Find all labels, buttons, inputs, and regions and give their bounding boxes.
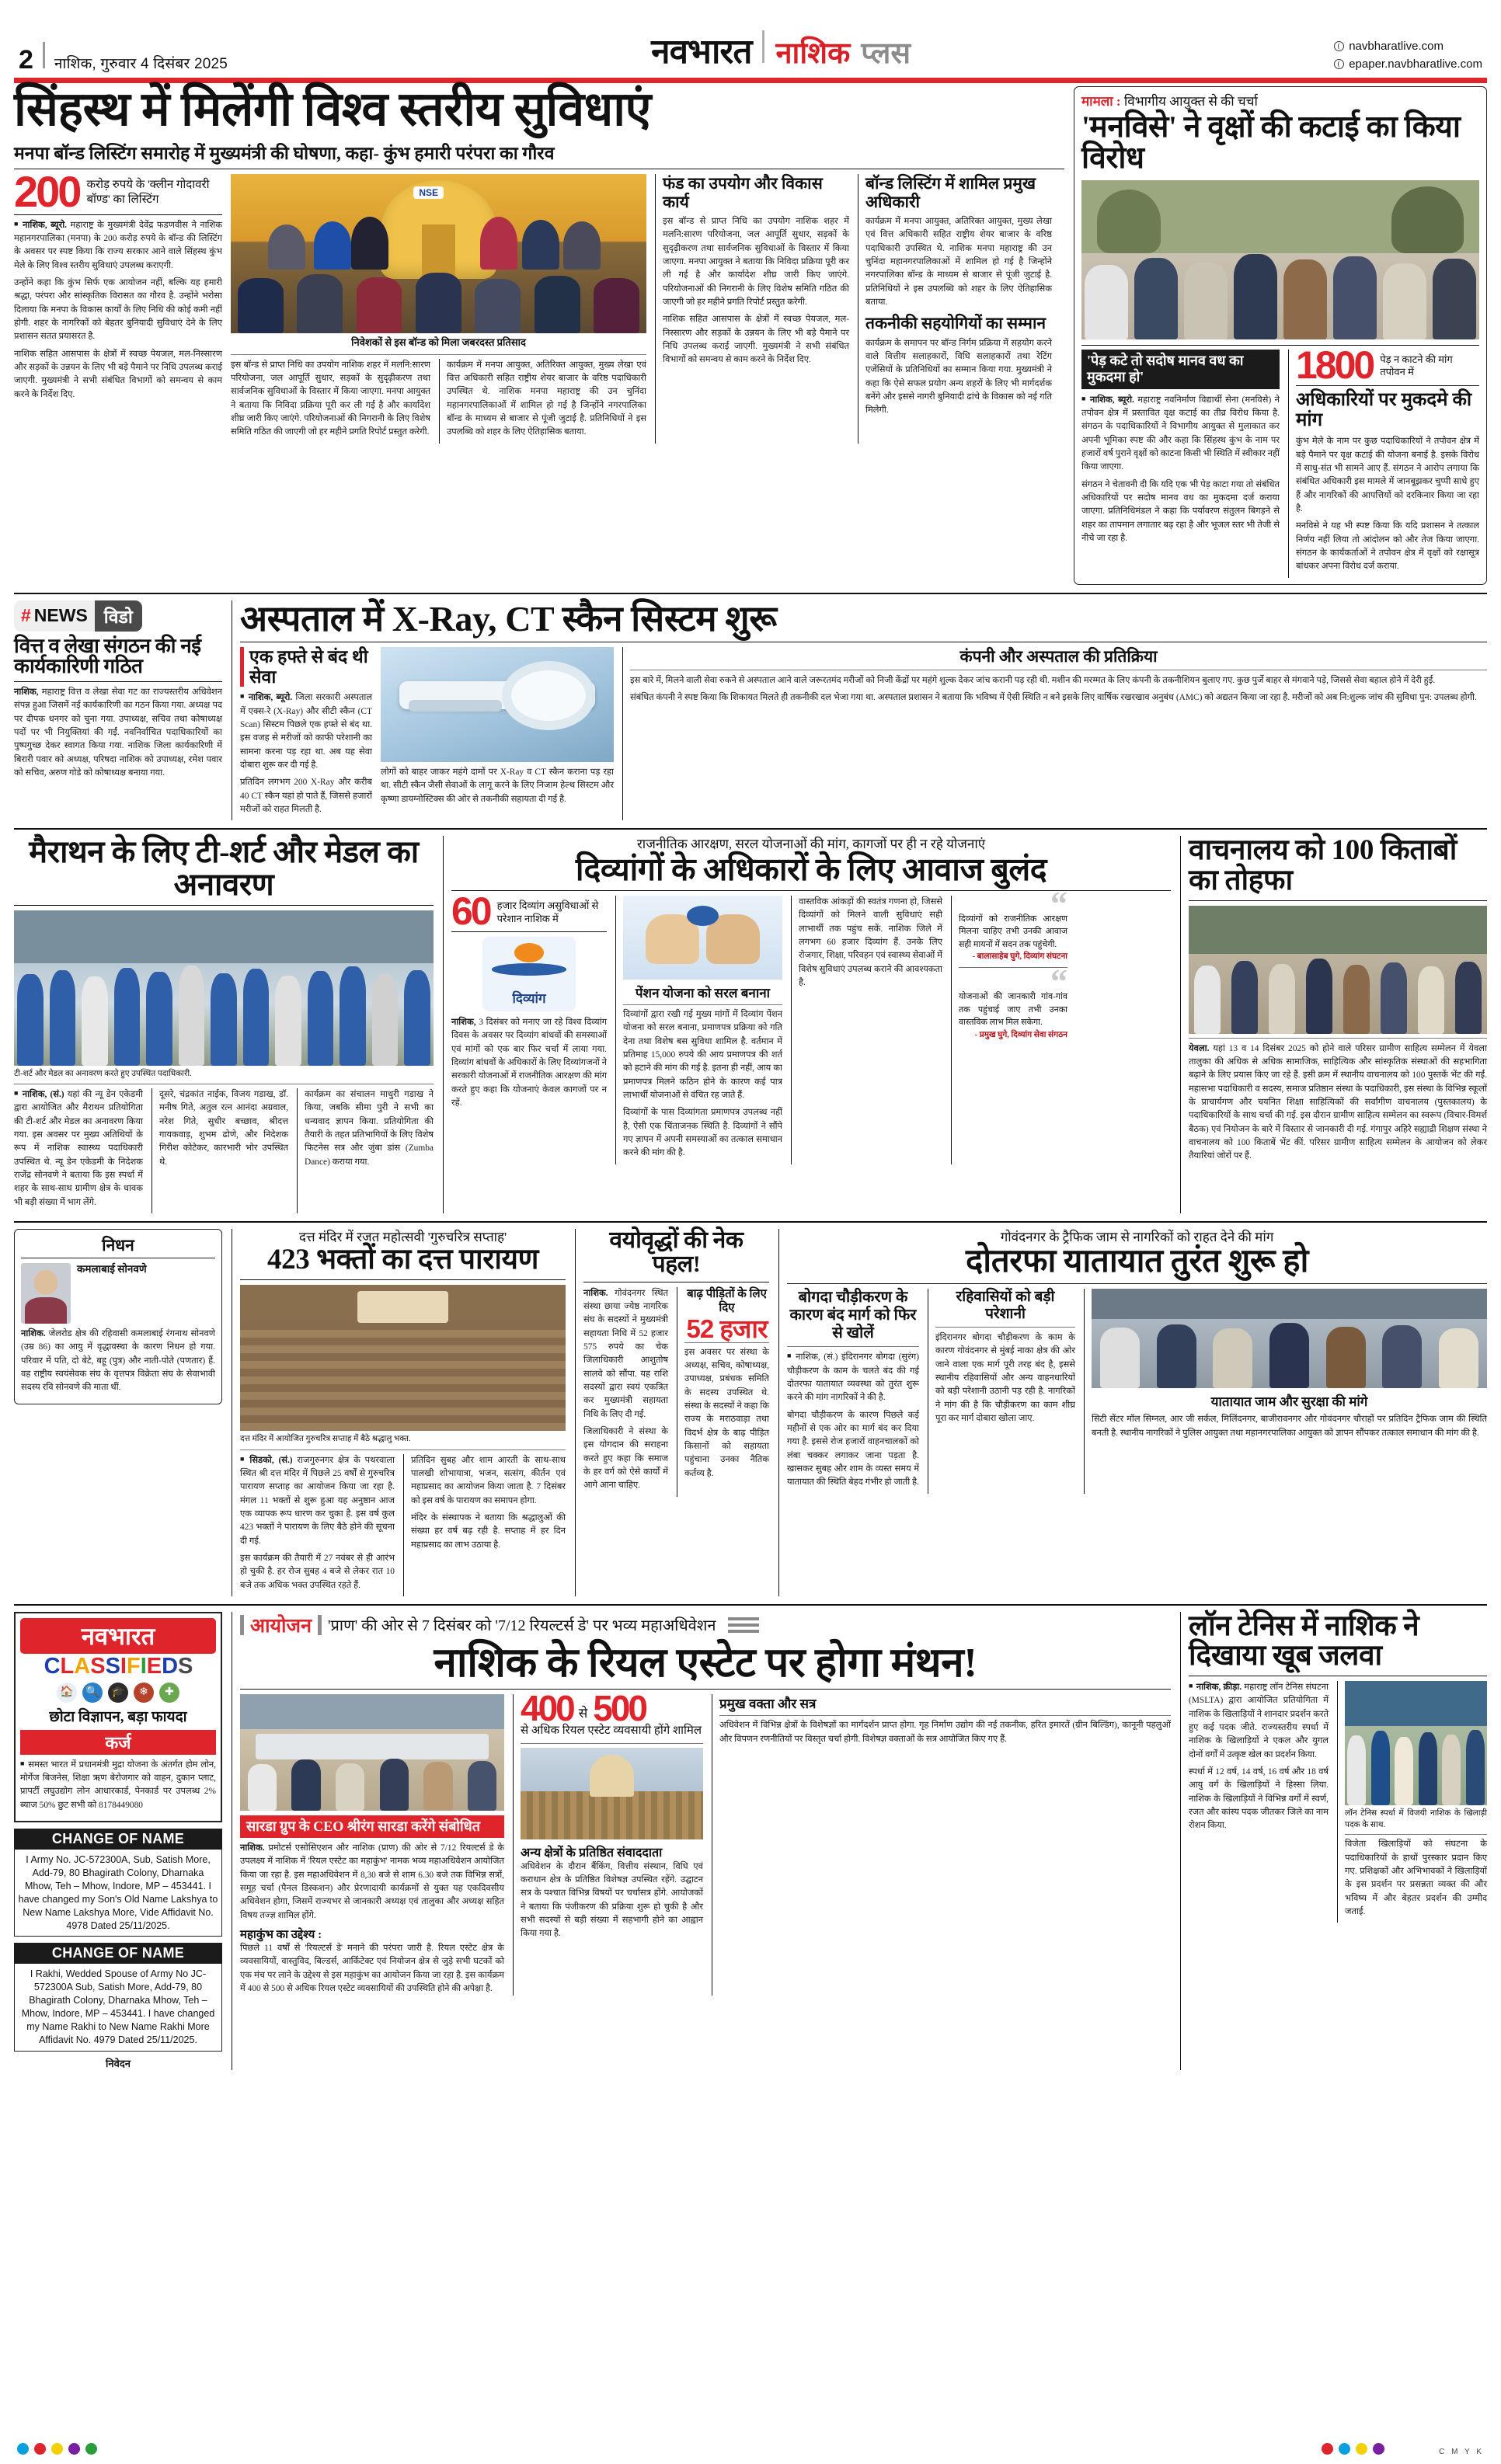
divyang-text-1: 3 दिसंबर को मनाए जा रहे विश्व दिव्यांग दिवस के अवसर पर दिव्यांग बांधवों की समस्याओं एवं मांगों को एक बार फिर चर्चा में लाया गया. दिव्यांग बांधवों के अधिकारों के लिए दिव्यांगजनों ने सरकारी योजनाओं में राजनीतिक आरक्षण की मांग करते हुए कहा कि योजनाएं केवल कागजों पर न रहें.	[451, 1017, 607, 1108]
lead-stat-text: करोड़ रुपये के 'क्लीन गोदावरी बॉण्ड' का लिस्टिंग	[86, 178, 210, 207]
xray-text-2: प्रतिदिन लगभग 200 X-Ray और करीब 40 CT स्कैन यहां हो पाते हैं, जिससे हजारों मरीजों को राहत मिलती है.	[240, 778, 372, 815]
tree-sub-head-2: अधिकारियों पर मुकदमे की मांग	[1296, 389, 1472, 431]
divyang-quotes	[951, 884, 1067, 1164]
obituary-block	[14, 1229, 222, 1596]
tree-body-1	[1081, 394, 1280, 546]
classifieds-word: C L A S S I F I E D S	[44, 1653, 193, 1679]
section-rule-2	[14, 828, 1487, 830]
divyang-stat-number: 60	[451, 889, 490, 933]
traffic-kicker: गोवंदनगर के ट्रैफिक जाम से नागरिकों को राहत देने की मांग	[1000, 1229, 1274, 1244]
news-video-text: महाराष्ट्र वित्त व लेखा सेवा गट का राज्यस्तरीय अधिवेशन संपन्न हुआ जिसमें नई कार्यकारिणी का गठन किया गया. अध्यक्ष पद पर दीपक धनगर को चुना गया. उपाध्यक्ष, सचिव तथा कोषाध्यक्ष पदों पर भी नियुक्तियां की गईं. नवनिर्वाचित पदाधिकारियों का पुष्पगुच्छ देकर स्वागत किया गया. नाशिक जिला कार्यकारिणी में बिरारी पवार को अध्यक्ष, परिषदा नाशिक को उपाध्यक्ष, रमेश पवार को सचिव, अरुण गोडे को कोषाध्यक्ष बनाया गया.	[14, 687, 222, 778]
epaper-url[interactable]: epaper.navbharatlive.com	[1349, 57, 1482, 71]
traffic-photo	[1092, 1289, 1487, 1388]
classifieds-icons	[20, 1683, 216, 1703]
traffic-text-2: इंदिरानगर बोगदा चौड़ीकरण के काम के कारण गोवंदनगर से मुंबई नाका क्षेत्र की ओर जाने वाला एक मार्ग पूरी तरह बंद है, इससे स्थानीय रहिवासियों और अन्य वाहनधारियों को बड़ी परेशानी उठानी पड़ रही है. नागरिकों ने मांग की है कि चौड़ीकरण का काम शीघ्र पूरा कर मार्ग दोबारा खोला जाए.	[935, 1333, 1075, 1424]
lead-stat	[14, 166, 222, 216]
color-registration-dots	[17, 2443, 97, 2455]
search-icon: 🔍	[82, 1683, 103, 1703]
quote-mark-icon: “	[1050, 962, 1067, 1001]
datta-byline: सिडको, (सं.)	[249, 1455, 293, 1465]
lead-photo-caption: निवेशकों से इस बॉन्ड को मिला जबरदस्त प्रतिसाद	[351, 336, 526, 348]
traffic-text-3: सिटी सेंटर मॉल सिग्नल, आर जी सर्कल, मिलिंदनगर, बाजीरावनगर और गोवंदनगर चौराहों पर प्रतिदिन ट्रैफिक जाम की स्थिति बनती है. स्थानीय नागरिकों ने पुलिस आयुक्त तथा महानगरपालिका आयुक्त को ज्ञापन सौंपकर तत्काल समाधान की मांग की है.	[1092, 1415, 1487, 1438]
tree-kicker	[1081, 93, 1479, 110]
masthead-divider	[43, 42, 45, 68]
lead-col-1	[14, 166, 222, 444]
library-photo	[1189, 906, 1487, 1034]
top-zone	[14, 86, 1487, 585]
menu-icon	[728, 1617, 759, 1633]
marathon-text-2: दूसरे, चंद्रकांत नाईक, विजय गडाख, डॉ. मनीष गिते, अतुल रत्न आनंदा अग्रवाल, नरेश गिते, सुधीर बच्छाव, श्रीदत्त गायकवाड़, शुभम ढोणे, और निदेशक गिरीश कोटेकर, कारभारी भोर उपस्थित थे.	[159, 1090, 288, 1167]
marathon-story	[14, 836, 434, 1213]
obituary-name: कमलाबाई सोनवणे	[77, 1262, 147, 1275]
divyang-stat-text: हजार दिव्यांग असुविधाओं से परेशान नाशिक में	[496, 899, 599, 924]
lead-stat-number: 200	[14, 166, 80, 216]
globe-icon	[1334, 41, 1344, 51]
news-video-body	[14, 686, 222, 780]
lead-sub-c-title: तकनीकी सहयोगियों का सम्मान	[865, 314, 1047, 333]
divyang-body-3	[799, 896, 942, 990]
elder-text-1: गोवंदनगर स्थित संस्था छाया ज्येष्ठ नागरिक संघ के सदस्यों ने मुख्यमंत्री सहायता निधि में 52 हजार 575 रुपये का चेक जिलाधिकारी आशुतोष सालवे को सौंपा. यह राशि सदस्यों द्वारा स्वयं एकत्रित कर मुख्यमंत्री सहायता निधि के लिए दी गई.	[583, 1288, 668, 1419]
xray-sub-right: कंपनी और अस्पताल की प्रतिक्रिया	[959, 646, 1158, 666]
logo-separator	[762, 30, 764, 63]
tennis-body-1	[1189, 1681, 1329, 1833]
divyang-logo	[482, 937, 576, 1011]
tennis-story	[1180, 1612, 1487, 2070]
divyang-col-3	[791, 896, 942, 1164]
obituary-photo	[21, 1263, 71, 1324]
library-story	[1180, 836, 1487, 1213]
globe-icon	[1334, 59, 1344, 69]
divyang-headline: दिव्यांगों के अधिकारों के लिए आवाज बुलंद	[575, 851, 1047, 887]
divyang-body-2	[623, 1008, 782, 1161]
realestate-sub2-body: अधिवेशन में विभिन्न क्षेत्रों के विशेषज्ञों का मार्गदर्शन प्राप्त होगा. गृह निर्माण उद्योग की नई तकनीक, हरित इमारतें (ग्रीन बिल्डिंग), कानूनी पहलुओं और विपणन रणनीतियों पर विस्तृत चर्चा होगी. विशेषज्ञ वक्ताओं के सत्र आयोजित किए गए हैं.	[719, 1721, 1171, 1744]
lead-photo	[231, 174, 646, 333]
divyang-text-4: वास्तविक आंकड़ों की स्वतंत्र गणना हो, जिससे दिव्यांगों को मिलने वाली सुविधाएं सही लाभार्थी तक पहुंच सकें. नाशिक जिले में लगभग 60 हजार दिव्यांग हैं. उनके लिए रोजगार, शिक्षा, परिवहन एवं स्वास्थ्य सेवाओं में विशेष सुविधाएं उपलब्ध कराने की आवश्यकता है.	[799, 896, 942, 987]
tennis-text-2: स्पर्धा में 12 वर्ष, 14 वर्ष, 16 वर्ष और 18 वर्ष आयु वर्ग के खिलाड़ियों ने हिस्सा लिया. नाशिक के खिलाड़ियों ने विभिन्न वर्गों में स्वर्ण, रजत और कांस्य पदक जीतकर जिले का नाम रोशन किया.	[1189, 1767, 1329, 1831]
datta-headline: 423 भक्तों का दत्त पारायण	[267, 1244, 538, 1276]
divyang-text-2: दिव्यांगों द्वारा रखी गई मुख्य मांगों में दिव्यांग पेंशन योजना को सरल बनाना, प्रमाणपत्र प्रक्रिया को गति देना तथा विशेष बस सुविधा शामिल है. वर्तमान में प्रतिमाह 15,000 रुपये की आय प्रमाणपत्र की शर्त को हटाने की मांग की गई है. इतना ही नहीं, आय का प्रमाणपत्र मिलने कठिन होने के कारण कई पात्र लाभार्थी योजनाओं से वंचित रह जाते हैं.	[623, 1009, 782, 1100]
realestate-stat-a: 400	[521, 1688, 573, 1729]
xray-sub-left: एक हफ्ते से बंद थी सेवा	[240, 647, 372, 687]
realestate-sub1-body: पिछले 11 वर्षों से 'रियल्टर्स डे' मनाने की परंपरा जारी है. रियल एस्टेट क्षेत्र के व्यवसायियों, वास्तुविद, बिल्डर्स, आर्किटेक्ट एवं नियोजन क्षेत्र से जुड़े सभी घटकों को एक मंच पर लाने के उद्देश्य से इस महाकुंभ का आयोजन किया जा रहा है. इस कार्यक्रम में 400 से 500 से अधिक रियल एस्टेट व्यवसायियों की उपस्थिति होने की अपेक्षा है.	[240, 1944, 504, 1994]
graduation-cap-icon: 🎓	[108, 1683, 128, 1703]
lead-sub-b-text	[865, 215, 1052, 309]
divyang-sub-title: पेंशन योजना को सरल बनाना	[635, 985, 771, 1001]
realestate-sub1-title: महाकुंभ का उद्देश्य :	[240, 1929, 322, 1942]
lead-sub-c-copy: कार्यक्रम के समापन पर बॉन्ड निर्गम प्रक्रिया में सहयोग करने वाले वित्तीय सलाहकारों, विधि सलाहकारों तथा रेटिंग एजेंसियों के प्रतिनिधियों का सम्मान किया गया. मुख्यमंत्री ने कहा कि ऐसे सफल प्रयोग अन्य शहरों के लिए भी मार्गदर्शक बनेंगे और इससे नागरी बुनियादी ढांचे के विकास को नई गति मिलेगी.	[865, 338, 1052, 416]
datta-story	[232, 1229, 566, 1596]
realestate-stat	[521, 1688, 703, 1729]
tree-body-text-3: कुंभ मेले के नाम पर कुछ पदाधिकारियों ने तपोवन क्षेत्र में बड़े पैमाने पर वृक्ष कटाई की योजना बनाई है. इसके विरोध में साधु-संत भी सामने आए हैं. संगठन ने आरोप लगाया कि संबंधित अधिकारी इस मामले में जानबूझकर चुप्पी साधे हुए हैं और नागरिकों की आपत्तियों को दरकिनार किया जा रहा है.	[1296, 437, 1479, 513]
lead-sub-a-copy2: नाशिक सहित आसपास के क्षेत्रों में स्वच्छ पेयजल, मल-निस्सारण और सड़कों के उन्नयन के लिए भी बड़े पैमाने पर निधि उपलब्ध कराई जाएगी. मुख्यमंत्री ने सभी संबंधित विभागों को समन्वय से काम करने के निर्देश दिए.	[663, 315, 849, 365]
elder-byline: नाशिक.	[583, 1288, 608, 1298]
change-of-name-body-2: I Rakhi, Wedded Spouse of Army No JC-572300A Sub, Satish More, Add-79, 80 Bhagirath Colony, Dharnaka Mhow, Teh – Mhow, Indore, MP – 453441. I have changed my Name Rakhi to New Name Rakhi More Affidavit No. 4979 Dated 25/11/2025.	[14, 1964, 222, 2051]
classifieds-card	[14, 1612, 222, 1822]
news-label: NEWS	[33, 605, 88, 626]
nse-badge: NSE	[413, 186, 444, 199]
traffic-sub-right: रहिवासियों को बड़ी परेशानी	[956, 1289, 1055, 1323]
tree-cutting-box	[1074, 86, 1487, 585]
realestate-sub4-body: अधिवेशन के दौरान बैंकिंग, वित्तीय संस्थान, विधि एवं कराधान क्षेत्र के प्रतिष्ठित विशेषज्ञ उपस्थित रहेंगे. उद्घाटन सत्र के पश्चात विभिन्न विषयों पर चर्चासत्र होंगे. आयोजकों ने बताया कि पंजीकरण की प्रक्रिया शुरू हो चुकी है और सभी सदस्यों से बड़ी संख्या में सहभागी होने का आह्वान किया गया है.	[521, 1861, 703, 1939]
row-5	[14, 1612, 1487, 2070]
tennis-headline: लॉन टेनिस में नाशिक ने दिखाया खूब जलवा	[1189, 1610, 1419, 1672]
tennis-text-3: विजेता खिलाड़ियों को संघटना के पदाधिकारियों के हाथों पुरस्कार प्रदान किए गए. प्रशिक्षकों और अभिभावकों ने खिलाड़ियों के इस प्रदर्शन पर प्रसन्नता व्यक्त की और भविष्य में और बेहतर प्रदर्शन की उम्मीद जताई.	[1345, 1839, 1487, 1917]
change-of-name-body-1: I Army No. JC-572300A, Sub, Satish More, Add-79, 80 Bhagirath Colony, Dharnaka Mhow, Teh – Mhow, Indore, MP – 453441. I have changed my Son's Old Name Lakshya to New Name Lakshya More, Vide Affidavit No. 4978 Dated 25/11/2025.	[14, 1850, 222, 1937]
realestate-headline: नाशिक के रियल एस्टेट पर होगा मंथन!	[434, 1640, 977, 1686]
datta-text-3: इस कार्यक्रम की तैयारी में 27 नवंबर से ही आरंभ हो चुकी है. हर रोज सुबह 4 बजे से लेकर रात 10 बजे तक अधिक भक्त उपस्थित रहते हैं.	[240, 1553, 395, 1590]
change-of-name-header: CHANGE OF NAME	[14, 1943, 222, 1964]
traffic-sub-bottom: यातायात जाम और सुरक्षा की मांगे	[1210, 1394, 1368, 1410]
datta-photo	[240, 1285, 566, 1431]
lead-body-text-3: नाशिक सहित आसपास के क्षेत्रों में स्वच्छ पेयजल, मल-निस्सारण और सड़कों के उन्नयन के लिए भी बड़े पैमाने पर निधि उपलब्ध कराई जाएगी. मुख्यमंत्री ने सभी संबंधित विभागों को समन्वय से काम करने के निर्देश दिए.	[14, 349, 222, 399]
elder-body-1	[583, 1287, 668, 1497]
house-icon: 🏠	[57, 1683, 77, 1703]
xray-body-2	[381, 766, 614, 806]
tree-body-text-2: संगठन ने चेतावनी दी कि यदि एक भी पेड़ काटा गया तो संबंधित अधिकारियों पर सदोष मानव वध का मुकदमा दर्ज कराया जाएगा. प्रतिनिधिमंडल ने कहा कि पर्यावरण संतुलन बिगड़ने से शहर का तापमान लगातार बढ़ रहा है और भूजल स्तर भी तेजी से नीचे जा रहा है.	[1081, 479, 1280, 544]
divyang-col-2	[615, 896, 782, 1164]
tree-stat-number: 1800	[1296, 343, 1374, 387]
lead-body-text-1: महाराष्ट्र के मुख्यमंत्री देवेंद्र फडणवीस ने नाशिक महानगरपालिका (मनपा) के 200 करोड़ रुपये के बॉन्ड की लिस्टिंग के अवसर पर स्पष्ट किया कि राज्य सरकार आने वाले सिंहस्थ कुंभ मेले के लिए विश्व स्तरीय सुविधाएं उपलब्ध कराएगी.	[14, 220, 222, 270]
realestate-sub3-title: सारडा ग्रुप के CEO श्रीरंग सारडा करेंगे संबोधित	[240, 1815, 504, 1838]
tree-kicker-text: विभागीय आयुक्त से की चर्चा	[1123, 94, 1258, 109]
page-number: 2	[19, 45, 33, 75]
datta-body-1	[240, 1454, 395, 1596]
classifieds-ad	[20, 1759, 216, 1812]
lead-headline: सिंहस्थ में मिलेंगी विश्व स्तरीय सुविधाएं	[14, 84, 652, 136]
lead-body-1	[14, 219, 222, 402]
datta-text-2: प्रतिदिन सुबह और शाम आरती के साथ-साथ पालखी शोभायात्रा, भजन, सत्संग, कीर्तन एवं महाप्रसाद का आयोजन किया जाता है. 7 दिसंबर को इस वर्ष के पारायण का समापन होगा.	[411, 1455, 566, 1505]
change-of-name-header: CHANGE OF NAME	[14, 1829, 222, 1850]
elder-text-3: जिलाधिकारी ने संस्था के इस योगदान की सराहना करते हुए कहा कि समाज के हर वर्ग को ऐसे कार्यों में आगे आना चाहिए.	[583, 1427, 668, 1491]
lead-col-4	[655, 174, 849, 444]
xray-text-4: संबंधित कंपनी ने स्पष्ट किया कि शिकायत मिलते ही तकनीकी दल भेजा गया था. अस्पताल प्रशासन ने बताया कि भविष्य में ऐसी स्थिति न बने इसके लिए वार्षिक रखरखाव अनुबंध (AMC) को अद्यतन किया जा रहा है. मरीजों को अब नि:शुल्क जांच की सुविधा पुन: उपलब्ध होगी.	[630, 693, 1477, 703]
elder-story	[575, 1229, 769, 1596]
lead-sub-c-text	[865, 337, 1052, 418]
change-of-name-2	[14, 1943, 222, 2051]
color-dot	[1339, 2443, 1350, 2455]
realestate-kicker-bar	[240, 1612, 759, 1638]
xray-photo-block	[381, 647, 614, 820]
masthead-left	[19, 42, 228, 73]
color-dot	[85, 2443, 97, 2455]
elder-body-2	[684, 1346, 769, 1481]
tennis-body-2	[1345, 1838, 1487, 1919]
xray-col-3	[622, 647, 1487, 820]
datta-body-2	[403, 1454, 566, 1596]
tree-body-2	[1296, 435, 1479, 573]
marathon-body-1	[14, 1088, 143, 1213]
tennis-col-2	[1337, 1681, 1487, 1923]
realestate-tag: आयोजन	[250, 1615, 312, 1637]
library-text: यहां 13 व 14 दिसंबर 2025 को होने वाले परिसर ग्रामीण साहित्य सम्मेलन में येवला तालुका की अधिक से अधिक सामाजिक, साहित्यिक और सांस्कृतिक संस्थाओं की सहभागिता बढ़ाने के लिए प्रयास किए जा रहे हैं. इसी क्रम में स्थानीय वाचनालय को 100 पुस्तकें भेंट की गईं. महासभा पदाधिकारी व सदस्य, समाज प्रतिष्ठान संस्था के पदाधिकारी, इस संस्था के विभिन्न स्कूलों के प्राचार्यगण और चयनित शिक्षा साहित्यिकों की सर्वांगीण वाचनालय (पुस्तकालय) के पदाधिकारियों के साथ चर्चा की गई. इस दौरान ग्रामीण साहित्य सम्मेलन का स्वरूप (विचार-विमर्श बैठक) एवं नियोजन के बारे में विस्तार से जानकारी दी गई. गंगापुर अहिरे सह्याद्री शिक्षण संस्था ने वाचनालय को 100 किताबें भेंट कीं. परिसर ग्रामीण साहित्य सम्मेलन के आयोजन को लेकर तैयारियां जोरों पर हैं.	[1189, 1043, 1487, 1161]
marathon-text-3: कार्यक्रम का संचालन माधुरी गडाख ने किया, जबकि सीमा पुरी ने सभी का धन्यवाद ज्ञापन किया. प्रतियोगिता की तैयारी के तहत प्रतिभागियों के लिए विशेष फिटनेस सत्र और जुंबा डांस (Zumba Dance) कराया गया.	[305, 1090, 434, 1167]
video-label[interactable]: विडो	[95, 600, 142, 632]
masthead-logo	[228, 26, 1334, 73]
traffic-body-1	[787, 1351, 919, 1489]
quote-2-text: योजनाओं की जानकारी गांव-गांव तक पहुंचाई जाए तभी उनका वास्तविक लाभ मिल सकेगा.	[959, 992, 1067, 1028]
tree-byline: नाशिक, ब्यूरो.	[1090, 395, 1134, 405]
marathon-text-1: यहां की न्यू डेन एकेडमी द्वारा आयोजित और मैराथन प्रतियोगिता की टी-शर्ट और मेडल का अनावरण किया गया. इस अवसर पर मुख्य अतिथियों के रूप में नाशिक स्वास्थ्य पदाधिकारी उपस्थित थे. न्यू डेन एकेडमी के निदेशक राजेंद्र सोनवणे ने बताया कि इस स्पर्धा में शहर के साथ-साथ ग्रामीण क्षेत्र के धावक भी बड़ी संख्या में भाग लेंगे.	[14, 1090, 144, 1207]
divyang-col-1	[451, 889, 607, 1164]
quote-2-attr: - प्रमुख घुगे, दिव्यांग सेवा संगठन	[974, 1030, 1067, 1039]
tree-sub-title: 'पेड़ कटे तो सदोष मानव वध का मुकदमा हो'	[1081, 350, 1280, 389]
traffic-col-1	[787, 1289, 919, 1493]
tree-col-2	[1288, 343, 1479, 578]
lead-byline: नाशिक, ब्यूरो.	[23, 220, 68, 230]
traffic-story	[778, 1229, 1487, 1596]
traffic-sub-left: बोगदा चौड़ीकरण के कारण बंद मार्ग को फिर से खोलें	[789, 1289, 917, 1342]
xray-byline: नाशिक, ब्यूरो.	[248, 693, 293, 703]
obituary-byline: नाशिक.	[21, 1328, 46, 1338]
row-2	[14, 600, 1487, 821]
color-dot	[51, 2443, 63, 2455]
lead-col-5	[858, 174, 1052, 444]
datta-kicker: दत्त मंदिर में रजत महोत्सवी 'गुरुचरित्र सप्ताह'	[298, 1229, 507, 1244]
divyang-story	[443, 836, 1171, 1213]
datta-photo-caption: दत्त मंदिर में आयोजित गुरुचरित्र सप्ताह में बैठे श्रद्धालु भक्त.	[240, 1435, 411, 1444]
realestate-col-1	[240, 1694, 504, 1996]
news-video-headline: वित्त व लेखा संगठन की नई कार्यकारिणी गठित	[14, 634, 201, 678]
lead-sub-b-title: बॉन्ड लिस्टिंग में शामिल प्रमुख अधिकारी	[865, 173, 1036, 211]
lead-sub-a-title: फंड का उपयोग और विकास कार्य	[663, 173, 823, 211]
elder-text-2: इस अवसर पर संस्था के अध्यक्ष, सचिव, कोषाध्यक्ष, उपाध्यक्ष, प्रबंधक समिति के सदस्य उपस्थित थे. संस्था के सदस्यों ने कहा कि राज्य के मराठवाड़ा तथा विदर्भ क्षेत्र के बाढ़ पीड़ित किसानों को सहायता पहुंचाना उनका नैतिक कर्तव्य है.	[684, 1347, 769, 1478]
lead-photo-block	[231, 174, 646, 444]
cmyk-mark: C M Y K	[1439, 2448, 1484, 2456]
marathon-photo-caption: टी-शर्ट और मेडल का अनावरण करते हुए उपस्थित पदाधिकारी.	[14, 1069, 192, 1078]
section-rule-1	[14, 593, 1487, 594]
xray-col-1	[240, 647, 372, 820]
realestate-sub2-title: प्रमुख वक्ता और सत्र	[719, 1697, 817, 1712]
tree-col-1	[1081, 350, 1280, 578]
datta-text-1: राजगुरुनगर क्षेत्र के पथरवाला स्थित श्री दत्त मंदिर में पिछले 25 वर्षों से गुरुचरित्र पारायण सप्ताह का आयोजन किया जा रहा है. मंगल 11 भक्तों से शुरू हुआ यह अनुष्ठान आज एक व्यापक रूप धारण कर चुका है. इस वर्ष कुल 423 भक्तों ने पारायण के लिए बैठे होने की सूचना दी गई.	[240, 1455, 395, 1546]
xray-photo	[381, 647, 614, 762]
realestate-story	[232, 1612, 1171, 2070]
divyang-kicker: राजनीतिक आरक्षण, सरल योजनाओं की मांग, कागजों पर ही न रहे योजनाएं	[636, 837, 986, 852]
lead-sub-a-text	[663, 215, 849, 367]
color-dot	[1356, 2443, 1367, 2455]
realestate-photo	[240, 1694, 504, 1811]
section-rule-4	[14, 1604, 1487, 1606]
row-4	[14, 1229, 1487, 1596]
lead-subhead: मनपा बॉन्ड लिस्टिंग समारोह में मुख्यमंत्री की घोषणा, कहा- कुंभ हमारी परंपरा का गौरव	[14, 143, 555, 163]
change-of-name-1	[14, 1829, 222, 1937]
elder-sub: बाढ़ पीड़ितों के लिए दिए	[687, 1287, 767, 1314]
marathon-body-3	[297, 1088, 434, 1213]
color-dot	[34, 2443, 46, 2455]
divyang-stat	[451, 889, 607, 933]
obituary-text: जेलरोड क्षेत्र की रहिवासी कमलाबाई रंगनाथ सोनवणे (उम्र 86) का आयु में वृद्धावस्था के कारण निधन हो गया. परिवार में पति, दो बेटे, बहू (पुत्र) और नाती-पोते (पणतार) हैं. वह राष्ट्रीय स्वयंसेवक संघ के वृत्तपत्र विक्रेता संघ के सेवाभावी सदस्य रवि सोनवणे की माता थीं.	[21, 1328, 215, 1393]
classifieds-footer-note: निवेदन	[106, 2057, 131, 2069]
color-dot	[17, 2443, 29, 2455]
lead-columns	[14, 166, 1064, 444]
color-dot	[1322, 2443, 1333, 2455]
traffic-col-3	[1084, 1289, 1487, 1493]
quote-1-text: दिव्यांगों को राजनीतिक आरक्षण मिलना चाहिए तभी उनकी आवाज सही मायनों में सदन तक पहुंचेगी.	[959, 914, 1067, 949]
library-byline: येवला.	[1189, 1043, 1210, 1053]
realestate-col-2	[513, 1688, 703, 1996]
lead-sub-b-body: कार्यक्रम में मनपा आयुक्त, अतिरिक्त आयुक्त, मुख्य लेखा एवं वित्त अधिकारी सहित राष्ट्रीय शेयर बाजार के वरिष्ठ पदाधिकारी उपस्थित थे. नाशिक मनपा महाराष्ट्र की उन चुनिंदा महानगरपालिकाओं में शामिल हो गई है जिन्होंने नगरपालिका बॉन्ड के माध्यम से बाजार से पूंजी जुटाई है. प्रतिनिधियों ने इस उपलब्धि को शहर के लिए ऐतिहासिक बताया.	[447, 360, 646, 437]
realestate-kicker: 'प्राण' की ओर से 7 दिसंबर को '7/12 रियल्टर्स डे' पर भव्य महाअधिवेशन	[327, 1617, 716, 1635]
lead-col-3-body	[439, 359, 646, 444]
marathon-byline: नाशिक, (सं.)	[22, 1090, 64, 1100]
tree-kicker-tag: मामला :	[1081, 94, 1121, 109]
dateline: नाशिक, गुरुवार 4 दिसंबर 2025	[54, 56, 228, 72]
realestate-photo-2	[521, 1748, 703, 1839]
traffic-byline: नाशिक, (सं.) इंदिरानगर बोगदा (सुरंग) चौड़ीकरण के काम के चलते बंद की गई दोतरफा यातायात व्यवस्था को तुरंत शुरू करने की मांग नागरिकों ने की है.	[787, 1352, 919, 1403]
classifieds-block	[14, 1612, 222, 2070]
lead-sub-b-copy: कार्यक्रम में मनपा आयुक्त, अतिरिक्त आयुक्त, मुख्य लेखा एवं वित्त अधिकारी सहित राष्ट्रीय शेयर बाजार के वरिष्ठ पदाधिकारी उपस्थित थे. नाशिक मनपा महाराष्ट्र की उन चुनिंदा महानगरपालिकाओं में शामिल हो गई है जिन्होंने नगरपालिका बॉन्ड के माध्यम से बाजार से पूंजी जुटाई है. प्रतिनिधियों ने इस उपलब्धि को शहर के लिए ऐतिहासिक बताया.	[865, 217, 1052, 308]
tree-body-text-1: महाराष्ट्र नवनिर्माण विद्यार्थी सेना (मनविसे) ने तपोवन क्षेत्र में प्रस्तावित वृक्ष कटाई का तीव्र विरोध किया है. संगठन के पदाधिकारियों ने विभागीय आयुक्त से मुलाकात कर अपनी भूमिका स्पष्ट की और कहा कि सिंहस्थ कुंभ के नाम पर हजारों वर्ष पुराने वृक्षों को काटना किसी भी स्थिति में स्वीकार नहीं किया जाएगा.	[1081, 395, 1280, 472]
realestate-byline: नाशिक.	[240, 1843, 265, 1853]
lead-body-text-2: उन्होंने कहा कि कुंभ सिर्फ एक आयोजन नहीं, बल्कि यह हमारी श्रद्धा, परंपरा और सांस्कृतिक विरासत का गौरव है. उन्होंने भरोसा दिलाया कि मनपा के विकास कार्यों के लिए निधि की कोई कमी नहीं होगी. शहर के नागरिकों को बेहतर बुनियादी सुविधाएं देने के लिए प्रशासन सतत प्रयासरत है.	[14, 278, 222, 342]
color-registration-dots-right	[1322, 2443, 1384, 2455]
marathon-headline: मैराथन के लिए टी-शर्ट और मेडल का अनावरण	[29, 834, 419, 902]
xray-text-5: लोगों को बाहर जाकर महंगे दामों पर X-Ray व CT स्कैन कराना पड़ रहा था. सीटी स्कैन जैसी सेवाओं के लागू करने के लिए निजाम हेल्थ सिस्टम और कृष्णा डायग्नोस्टिक्स की ओर से तकनीकी सहायता दी गई है.	[381, 767, 614, 804]
tree-body-text-4: मनविसे ने यह भी स्पष्ट किया कि यदि प्रशासन ने तत्काल निर्णय नहीं लिया तो आंदोलन को और तेज किया जाएगा. संगठन के कार्यकर्ताओं ने तपोवन क्षेत्र में वृक्षों को रक्षासूत्र बांधकर अपना विरोध दर्ज कराया.	[1296, 521, 1479, 572]
masthead-red-rule	[14, 78, 1487, 83]
website-url[interactable]: navbharatlive.com	[1349, 39, 1444, 53]
realestate-stat-mid: से	[578, 1706, 588, 1721]
tree-photo	[1081, 180, 1479, 339]
xray-body-3	[630, 674, 1487, 705]
divyang-logo-text: दिव्यांग	[512, 990, 546, 1006]
health-plus-icon: ✚	[159, 1683, 179, 1703]
divyang-body-1	[451, 1016, 607, 1110]
masthead-urls	[1334, 37, 1482, 74]
section-rule-3	[14, 1221, 1487, 1223]
xray-body-1	[240, 691, 372, 816]
news-video-badge[interactable]	[14, 600, 142, 632]
realestate-stat-text: से अधिक रियल एस्टेट व्यवसायी होंगे शामिल	[521, 1724, 702, 1738]
classifieds-brand: नवभारत	[20, 1618, 216, 1654]
marathon-body-2	[151, 1088, 288, 1213]
traffic-body-3	[1092, 1413, 1487, 1440]
obituary-card	[14, 1229, 222, 1404]
tree-columns	[1081, 343, 1479, 578]
masthead	[14, 11, 1487, 73]
logo-navbharat: नवभारत	[651, 33, 752, 71]
tennis-photo	[1345, 1681, 1487, 1805]
news-video-byline: नाशिक,	[14, 687, 39, 698]
wedding-icon: ❄	[134, 1683, 154, 1703]
realestate-stat-b: 500	[593, 1688, 646, 1729]
traffic-text-1: बोगदा चौड़ीकरण के कारण पिछले कई महीनों से एक ओर का मार्ग बंद कर दिया गया है. इससे रोज हजारों वाहनचालकों को लंबा चक्कर लगाकर जाना पड़ता है. खासकर सुबह और शाम के व्यस्त समय में यातायात की स्थिति बेहद गंभीर हो जाती है.	[787, 1410, 919, 1488]
divyang-byline: नाशिक,	[451, 1017, 476, 1027]
elder-col-2	[677, 1287, 769, 1497]
traffic-col-2	[928, 1289, 1075, 1493]
elder-kicker: वयोवृद्धों की नेक पहल!	[609, 1227, 744, 1277]
xray-headline: अस्पताल में X-Ray, CT स्कैन सिस्टम शुरू	[240, 598, 777, 639]
logo-city: नाशिक	[775, 37, 851, 70]
tennis-byline: नाशिक, क्रीड़ा.	[1196, 1683, 1242, 1693]
color-dot	[1373, 2443, 1384, 2455]
realestate-body-1	[240, 1842, 504, 1923]
xray-text-3: इस बारे में, मिलने वाली सेवा रुकने से अस्पताल आने वाले जरूरतमंद मरीजों को निजी केंद्रों पर महंगे शुल्क देकर जांच करानी पड़ रही थी. मशीन की मरम्मत के लिए कंपनी के तकनीशियन बुलाए गए. कुछ पुर्जे बाहर से मंगवाने पड़े, जिससे सेवा बहाल होने में देरी हुई.	[630, 676, 1436, 686]
quote-1	[959, 884, 1067, 962]
library-body	[1189, 1042, 1487, 1168]
classifieds-ad-text: समस्त भारत में प्रधानमंत्री मुद्रा योजना के अंतर्गत होम लोन, मोर्गेज बिजनेस, शिक्षा ऋण बेरोजगार को वाहन, दुकान प्लाट, प्रापर्टी लघुउद्योग लोन आधारकार्ड, पेनकार्ड पर उपलब्ध 2% ब्याज 50% छुट सभी को 8178449080	[20, 1759, 217, 1810]
elder-stat-number: 52 हजार	[686, 1314, 768, 1343]
realestate-col-3	[712, 1694, 1171, 1996]
classifieds-tagline: छोटा विज्ञापन, बड़ा फायदा	[49, 1708, 187, 1725]
classifieds-section: कर्ज	[20, 1730, 216, 1755]
tree-stat-text: पेड़ न काटने की मांग तपोवन में	[1380, 353, 1453, 378]
tennis-text-1: महाराष्ट्र लॉन टेनिस संघटना (MSLTA) द्वारा आयोजित प्रतियोगिता में नाशिक के खिलाड़ियों ने शानदार प्रदर्शन करते हुए कई पदक जीते. राज्यस्तरीय स्पर्धा में नाशिक के खिलाड़ियों ने एकल और युगल दोनों वर्गों में उत्कृष्ट खेल का प्रदर्शन किया.	[1189, 1683, 1329, 1759]
datta-text-4: मंदिर के संस्थापक ने बताया कि श्रद्धालुओं की संख्या हर वर्ष बढ़ रही है. सप्ताह में हर दिन महाप्रसाद का लाभ उठाया है.	[411, 1512, 566, 1550]
xray-text-1: जिला सरकारी अस्पताल में एक्स-रे (X-Ray) और सीटी स्कैन (CT Scan) सिस्टम पिछले एक हफ्ते से बंद था. इस वजह से मरीजों को काफी परेशानी का सामना करना पड़ रहा था. अब यह सेवा दोबारा शुरू कर दी गई है.	[240, 693, 372, 771]
lead-story	[14, 86, 1064, 585]
quote-2	[959, 962, 1067, 1040]
traffic-headline: दोतरफा यातायात तुरंत शुरू हो	[965, 1244, 1309, 1280]
quote-1-attr: - बालासाहेब घुगे, दिव्यांग संघटना	[972, 952, 1067, 962]
divyang-photo	[623, 896, 782, 980]
tree-headline: 'मनविसे' ने वृक्षों की कटाई का किया विरोध	[1081, 110, 1461, 176]
hash-icon: #	[21, 605, 31, 626]
divyang-text-3: दिव्यांगों के पास दिव्यांगता प्रमाणपत्र उपलब्ध नहीं है, ऐसी एक चिंताजनक स्थिति है. दिव्यांगों ने सौंपे गए ज्ञापन में अपनी समस्याओं का तत्काल समाधान करने की मांग की है.	[623, 1108, 782, 1158]
obituary-body	[21, 1328, 215, 1395]
marathon-photo	[14, 910, 434, 1066]
row-3	[14, 836, 1487, 1213]
tennis-col-1	[1189, 1681, 1329, 1923]
quote-mark-icon: “	[1050, 884, 1067, 923]
news-video-story	[14, 600, 222, 821]
lead-sub-a-body: इस बॉन्ड से प्राप्त निधि का उपयोग नाशिक शहर में मलनि:सारण परियोजना, जल आपूर्ति सुधार, सड़कों के सुदृढ़ीकरण तथा सार्वजनिक सुविधाओं के विस्तार में किया जाएगा. मनपा आयुक्त ने बताया कि निविदा प्रक्रिया पूरी कर ली गई है और कार्यादेश शीघ्र जारी किए जाएंगे. परियोजनाओं की निगरानी के लिए विशेष समिति गठित की जाएगी जो हर महीने प्रगति रिपोर्ट प्रस्तुत करेगी.	[231, 360, 430, 437]
color-dot	[68, 2443, 80, 2455]
lead-col-2-body	[231, 359, 430, 444]
logo-plus: प्लस	[861, 37, 911, 70]
realestate-text-1: प्रमोटर्स एसोसिएशन और नाशिक (प्राण) की ओर से 7/12 रियल्टर्स डे के उपलक्ष्य में नाशिक में 'रियल एस्टेट का महाकुंभ' नामक भव्य महाअधिवेशन आयोजित किया जा रहा है. इस महाअधिवेशन में 8,30 बजे से शाम 6.30 बजे तक विभिन्न सत्रों, समूह चर्चा (पैनल डिस्कशन) और प्रेरणादायी कार्यक्रमों से युक्त यह एकदिवसीय अधिवेशन होगा, जिसमें राज्यभर से जानकारी अध्यक्ष एवं तालुका और अध्यक्ष सहित विषय तज्ज्ञ शामिल होंगे.	[240, 1843, 504, 1920]
xray-story	[232, 600, 1487, 821]
library-headline: वाचनालय को 100 किताबों का तोहफा	[1189, 834, 1457, 896]
realestate-sub4-title: अन्य क्षेत्रों के प्रतिष्ठित संवाददाता	[521, 1846, 663, 1860]
lead-sub-a-copy: इस बॉन्ड से प्राप्त निधि का उपयोग नाशिक शहर में मलनि:सारण परियोजना, जल आपूर्ति सुधार, सड़कों के सुदृढ़ीकरण तथा सार्वजनिक सुविधाओं के विस्तार में किया जाएगा. मनपा आयुक्त ने बताया कि निविदा प्रक्रिया पूरी कर ली गई है और कार्यादेश शीघ्र जारी किए जाएंगे. परियोजनाओं की निगरानी के लिए विशेष समिति गठित की जाएगी जो हर महीने प्रगति रिपोर्ट प्रस्तुत करेगी.	[663, 217, 849, 308]
obituary-title: निधन	[21, 1234, 215, 1258]
tennis-photo-caption: लॉन टेनिस स्पर्धा में विजयी नाशिक के खिलाड़ी पदक के साथ.	[1345, 1809, 1487, 1830]
tree-stat	[1296, 343, 1479, 387]
traffic-body-2	[935, 1331, 1075, 1425]
